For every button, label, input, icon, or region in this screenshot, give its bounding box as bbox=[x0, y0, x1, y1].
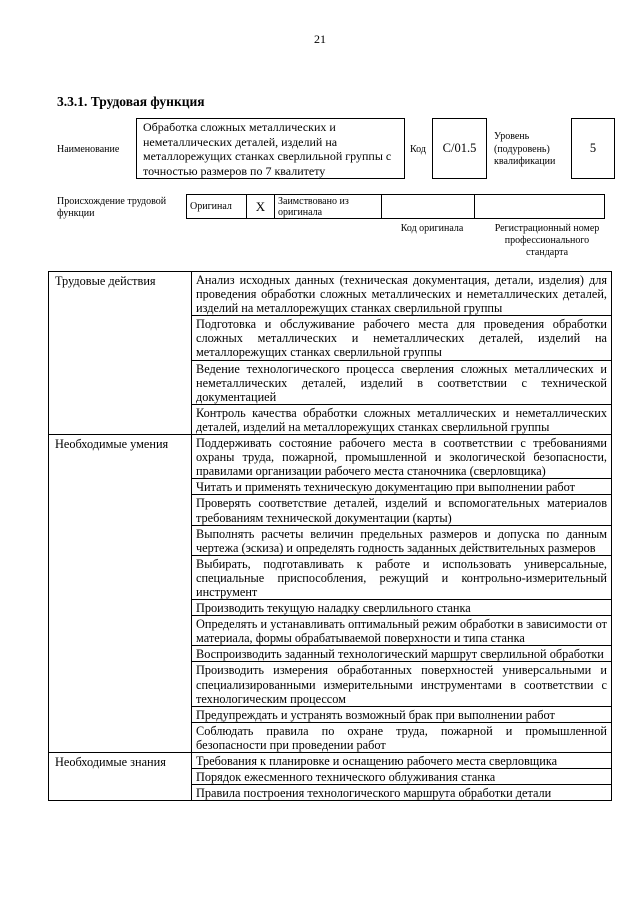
reg-number-caption: Регистрационный номер профессионального стандарта bbox=[494, 223, 600, 258]
section-item: Соблюдать правила по охране труда, пожарной и промышленной безопасности при проведении работ bbox=[192, 722, 612, 752]
level-value: 5 bbox=[571, 118, 615, 179]
section-item: Поддерживать состояние рабочего места в соответствии с требованиями охраны труда, пожарной, промышленной и экологической безопасности, правилами организации рабочего места станочника (сверловщика) bbox=[192, 435, 612, 479]
section-item: Выбирать, подготавливать к работе и использовать универсальные, специальные приспособления, режущий и контрольно-измерительный инструмент bbox=[192, 555, 612, 599]
function-details-table bbox=[48, 271, 612, 801]
section-item: Анализ исходных данных (техническая документация, детали, изделия) для проведения обработки сложных металлических и неметаллических деталей, изделий на металлорежущих станках сверлильной группы bbox=[192, 272, 612, 316]
section-item: Определять и устанавливать оптимальный режим обработки в зависимости от материала, формы обрабатываемой поверхности и типа станка bbox=[192, 616, 612, 646]
function-name: Обработка сложных металлических и неметаллических деталей, изделий на металлорежущих станках сверлильной группы с точностью размеров по 7 квалитету bbox=[136, 118, 405, 179]
section-category: Трудовые действия bbox=[49, 272, 192, 435]
section-title: 3.3.1. Трудовая функция bbox=[57, 94, 205, 109]
section-item: Производить текущую наладку сверлильного станка bbox=[192, 600, 612, 616]
section-category: Необходимые умения bbox=[49, 435, 192, 753]
code-original-caption: Код оригинала bbox=[400, 223, 464, 234]
original-label: Оригинал bbox=[187, 195, 247, 219]
level-label: Уровень (подуровень) квалификации bbox=[494, 131, 556, 167]
page-number: 21 bbox=[314, 32, 326, 46]
section-item: Читать и применять техническую документацию при выполнении работ bbox=[192, 479, 612, 495]
section-item: Воспроизводить заданный технологический маршрут сверлильной обработки bbox=[192, 646, 612, 662]
code-value: C/01.5 bbox=[432, 118, 487, 179]
section-item: Выполнять расчеты величин предельных размеров и допуска по данным чертежа (эскиза) и определять годность заданных действительных размеров bbox=[192, 525, 612, 555]
section-item: Требования к планировке и оснащению рабочего места сверловщика bbox=[192, 753, 612, 769]
table-row bbox=[49, 753, 612, 769]
code-original-cell bbox=[382, 195, 475, 219]
origin-table bbox=[186, 194, 605, 219]
section-item: Проверять соответствие деталей, изделий и вспомогательных материалов требованиям технической документации (карты) bbox=[192, 495, 612, 525]
borrowed-label: Заимствовано из оригинала bbox=[275, 195, 382, 219]
table-row bbox=[49, 435, 612, 479]
section-item: Предупреждать и устранять возможный брак при выполнении работ bbox=[192, 706, 612, 722]
reg-number-cell bbox=[475, 195, 605, 219]
name-label: Наименование bbox=[57, 144, 120, 155]
section-item: Правила построения технологического маршрута обработки детали bbox=[192, 785, 612, 801]
table-row bbox=[49, 272, 612, 316]
section-category: Необходимые знания bbox=[49, 753, 192, 801]
original-mark: X bbox=[247, 195, 275, 219]
section-item: Ведение технологического процесса сверления сложных металлических и неметаллических деталей, изделий в соответствии с технической документацией bbox=[192, 360, 612, 404]
section-item: Контроль качества обработки сложных металлических и неметаллических деталей, изделий на металлорежущих станках сверлильной группы bbox=[192, 404, 612, 434]
section-item: Подготовка и обслуживание рабочего места для проведения обработки сложных металлических и неметаллических деталей, изделий на металлорежущих станках сверлильной группы bbox=[192, 316, 612, 360]
section-item: Порядок ежесменного технического облуживания станка bbox=[192, 769, 612, 785]
section-item: Производить измерения обработанных поверхностей универсальными и специализированными измерительными инструментами в соответствии с технологическим процессом bbox=[192, 662, 612, 706]
origin-label: Происхождение трудовой функции bbox=[57, 196, 167, 219]
code-label: Код bbox=[410, 144, 426, 155]
